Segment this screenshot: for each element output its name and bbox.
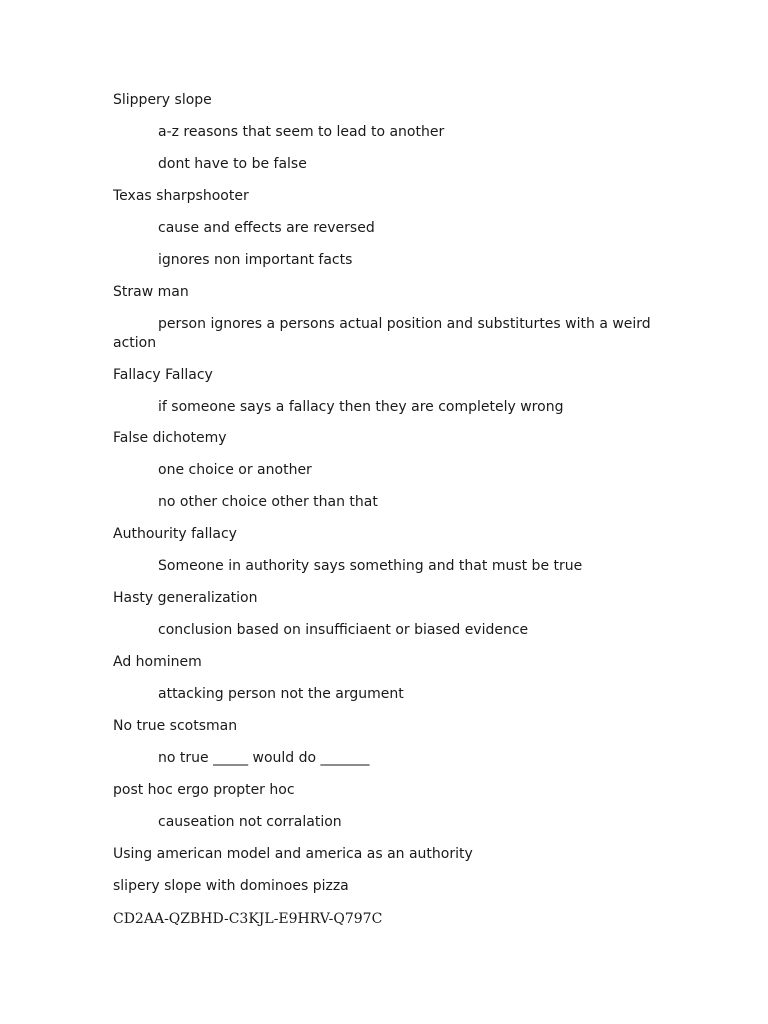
- fallacy-heading: No true scotsman: [113, 718, 238, 734]
- fallacy-point: conclusion based on insufficiaent or biased evidence: [158, 622, 529, 638]
- fallacy-heading: False dichotemy: [113, 430, 227, 446]
- fallacy-heading: Hasty generalization: [113, 590, 258, 606]
- serial-code: CD2AA-QZBHD-C3KJL-E9HRV-Q797C: [113, 911, 383, 927]
- fallacy-point: no other choice other than that: [158, 494, 378, 510]
- fallacy-heading: Slippery slope: [113, 92, 212, 108]
- fallacy-point: if someone says a fallacy then they are completely wrong: [158, 399, 564, 415]
- fallacy-point: person ignores a persons actual position and substiturtes with a weird: [158, 316, 651, 332]
- fallacy-heading: Ad hominem: [113, 654, 202, 670]
- fallacy-point: cause and effects are reversed: [158, 220, 375, 236]
- fallacy-point: a-z reasons that seem to lead to another: [158, 124, 445, 140]
- fallacy-point: attacking person not the argument: [158, 686, 404, 702]
- fallacy-point: dont have to be false: [158, 156, 307, 172]
- fallacy-heading: Straw man: [113, 284, 189, 300]
- closing-line: slipery slope with dominoes pizza: [113, 878, 349, 894]
- fallacy-point: Someone in authority says something and that must be true: [158, 558, 583, 574]
- fallacy-heading: post hoc ergo propter hoc: [113, 782, 295, 798]
- fallacy-point: causeation not corralation: [158, 814, 342, 830]
- fallacy-point: one choice or another: [158, 462, 312, 478]
- fallacy-point: ignores non important facts: [158, 252, 353, 268]
- fallacy-heading: Texas sharpshooter: [113, 188, 249, 204]
- fallacy-heading: Fallacy Fallacy: [113, 367, 213, 383]
- fallacy-heading: Authourity fallacy: [113, 526, 237, 542]
- closing-line: Using american model and america as an authority: [113, 846, 473, 862]
- fallacy-point-continued: action: [113, 335, 157, 351]
- fallacy-point: no true _____ would do _______: [158, 750, 370, 766]
